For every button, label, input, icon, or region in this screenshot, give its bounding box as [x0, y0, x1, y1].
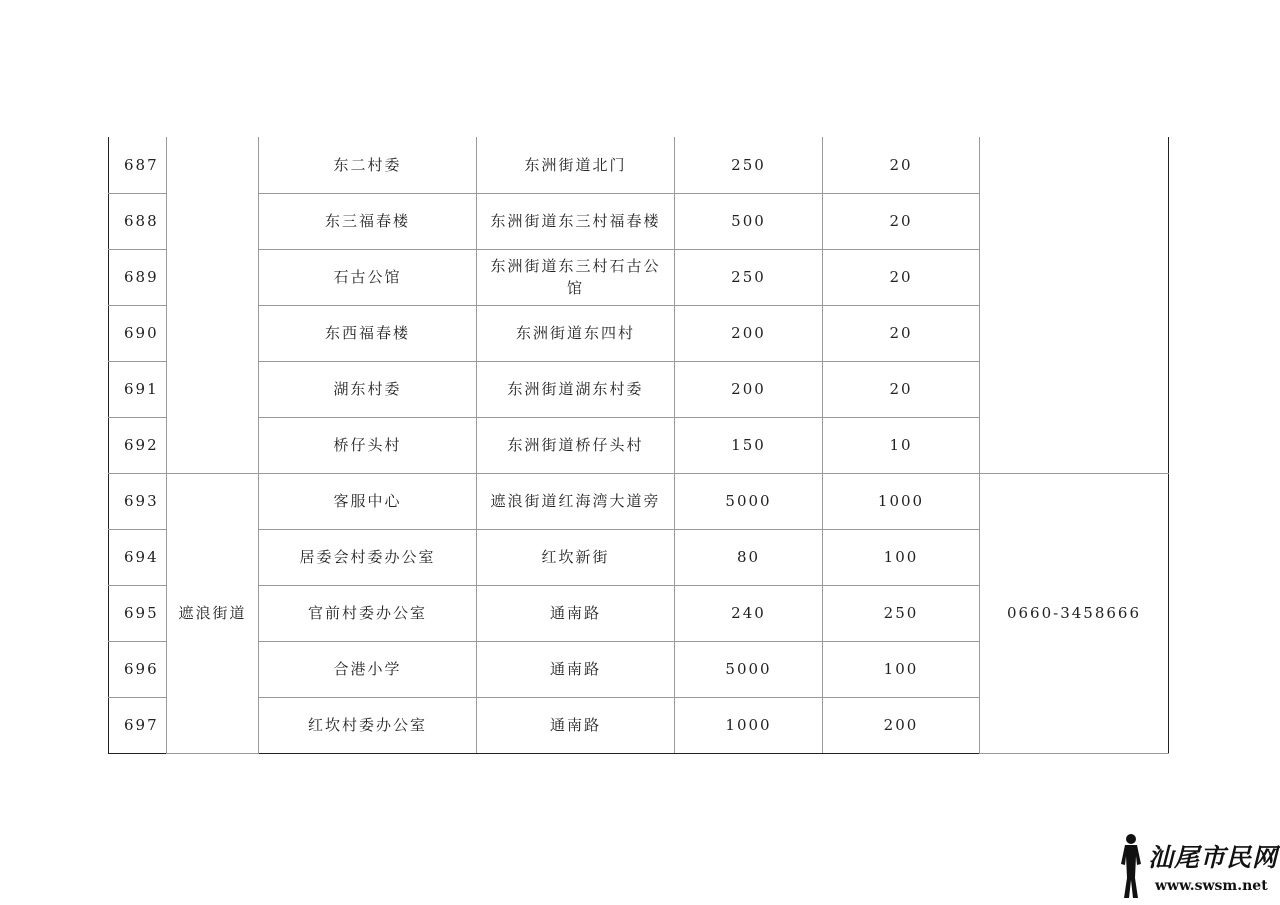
- shelter-capacity: 20: [823, 137, 980, 193]
- shelter-address: 遮浪街道红海湾大道旁: [477, 473, 675, 529]
- shelter-name: 东西福春楼: [259, 305, 477, 361]
- shelter-address: 东洲街道桥仔头村: [477, 417, 675, 473]
- shelter-name: 桥仔头村: [259, 417, 477, 473]
- shelter-capacity: 20: [823, 193, 980, 249]
- shelter-capacity: 100: [823, 529, 980, 585]
- shelter-name: 合港小学: [259, 641, 477, 697]
- shelter-area: 5000: [675, 473, 823, 529]
- watermark-url: www.swsm.net: [1155, 878, 1268, 894]
- shelter-capacity: 20: [823, 305, 980, 361]
- shelter-address: 东洲街道湖东村委: [477, 361, 675, 417]
- shelter-capacity: 20: [823, 361, 980, 417]
- shelter-area: 150: [675, 417, 823, 473]
- table-row: [109, 137, 1169, 193]
- shelter-area: 250: [675, 137, 823, 193]
- shelter-area: 240: [675, 585, 823, 641]
- shelter-area: 5000: [675, 641, 823, 697]
- shelter-name: 居委会村委办公室: [259, 529, 477, 585]
- row-number: 689: [109, 249, 167, 305]
- shelter-address: 红坎新街: [477, 529, 675, 585]
- shelter-area: 80: [675, 529, 823, 585]
- person-silhouette-icon: [1121, 834, 1141, 898]
- shelter-capacity: 200: [823, 697, 980, 753]
- shelter-area: 200: [675, 361, 823, 417]
- row-number: 697: [109, 697, 167, 753]
- street-name: 遮浪街道: [167, 473, 259, 753]
- shelter-address: 东洲街道东三村石古公馆: [477, 249, 675, 305]
- shelter-address: 东洲街道东四村: [477, 305, 675, 361]
- shelter-name: 石古公馆: [259, 249, 477, 305]
- shelter-name: 官前村委办公室: [259, 585, 477, 641]
- shelter-table: [108, 137, 1169, 754]
- shelter-name: 红坎村委办公室: [259, 697, 477, 753]
- watermark-brand: 汕尾市民网: [1148, 843, 1279, 872]
- shelter-address: 通南路: [477, 585, 675, 641]
- shelter-capacity: 20: [823, 249, 980, 305]
- shelter-capacity: 1000: [823, 473, 980, 529]
- street-cell-empty: [167, 137, 259, 473]
- shelter-address: 通南路: [477, 641, 675, 697]
- shelter-area: 250: [675, 249, 823, 305]
- shelter-capacity: 100: [823, 641, 980, 697]
- shelter-address: 东洲街道北门: [477, 137, 675, 193]
- shelter-area: 200: [675, 305, 823, 361]
- row-number: 693: [109, 473, 167, 529]
- row-number: 691: [109, 361, 167, 417]
- row-number: 690: [109, 305, 167, 361]
- row-number: 696: [109, 641, 167, 697]
- row-number: 695: [109, 585, 167, 641]
- shelter-address: 通南路: [477, 697, 675, 753]
- row-number: 688: [109, 193, 167, 249]
- shelter-area: 500: [675, 193, 823, 249]
- shelter-address: 东洲街道东三村福春楼: [477, 193, 675, 249]
- shelter-name: 东二村委: [259, 137, 477, 193]
- shelter-capacity: 10: [823, 417, 980, 473]
- row-number: 687: [109, 137, 167, 193]
- contact-phone: 0660-3458666: [980, 473, 1169, 753]
- shelter-name: 湖东村委: [259, 361, 477, 417]
- phone-cell-empty: [980, 137, 1169, 473]
- row-number: 692: [109, 417, 167, 473]
- shelter-area: 1000: [675, 697, 823, 753]
- row-number: 694: [109, 529, 167, 585]
- shelter-capacity: 250: [823, 585, 980, 641]
- shelter-name: 客服中心: [259, 473, 477, 529]
- shelter-name: 东三福春楼: [259, 193, 477, 249]
- table-row: [109, 473, 1169, 529]
